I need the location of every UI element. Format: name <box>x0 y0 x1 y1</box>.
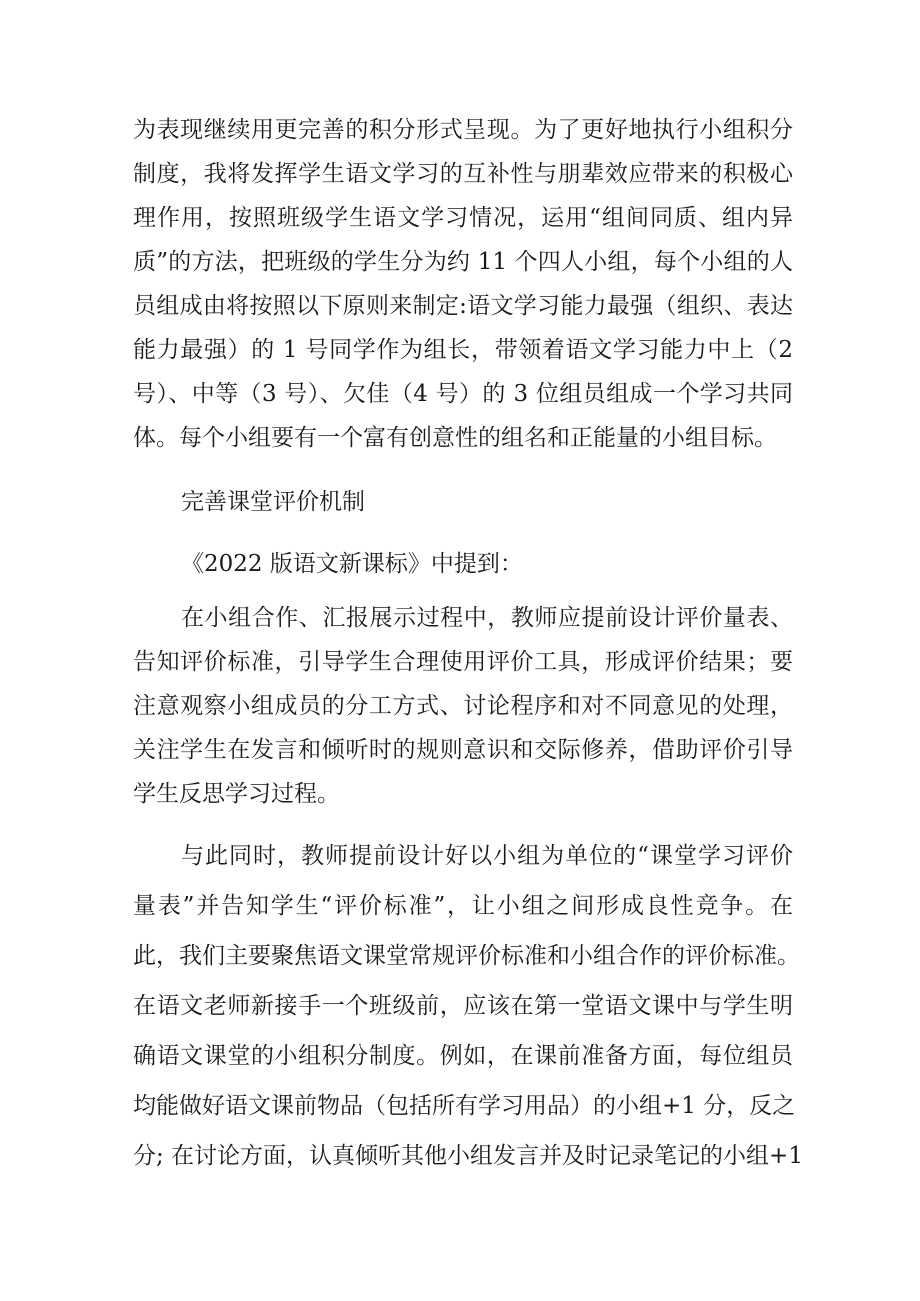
quote-source: 《2022 版语文新课标》中提到： <box>181 551 523 577</box>
text-line: 此，我们主要聚焦语文课堂常规评价标准和小组合作的评价标准。 <box>133 943 800 969</box>
text-line: 告知评价标准，引导学生合理使用评价工具，形成评价结果；要 <box>133 649 793 675</box>
text-line: 号）、中等（3 号）、欠佳（4 号）的 3 位组员组成一个学习共同 <box>133 381 793 407</box>
text-line: 与此同时，教师提前设计好以小组为单位的“课堂学习评价 <box>181 843 793 869</box>
text-line: 理作用，按照班级学生语文学习情况，运用“组间同质、组内异 <box>133 205 793 231</box>
text-line: 量表”并告知学生“评价标准”，让小组之间形成良性竞争。在 <box>133 893 793 919</box>
section-heading: 完善课堂评价机制 <box>181 489 365 515</box>
text-line: 员组成由将按照以下原则来制定:语文学习能力最强（组织、表达 <box>133 293 793 319</box>
text-line: 确语文课堂的小组积分制度。例如，在课前准备方面，每位组员 <box>133 1043 793 1069</box>
text-line: 关注学生在发言和倾听时的规则意识和交际修养，借助评价引导 <box>133 737 793 763</box>
text-line: 为表现继续用更完善的积分形式呈现。为了更好地执行小组积分 <box>133 117 793 143</box>
text-line: 分; 在讨论方面，认真倾听其他小组发言并及时记录笔记的小组+1 <box>133 1143 803 1169</box>
text-line: 在小组合作、汇报展示过程中，教师应提前设计评价量表、 <box>181 605 793 631</box>
text-line: 制度，我将发挥学生语文学习的互补性与朋辈效应带来的积极心 <box>133 161 793 187</box>
text-line: 能力最强）的 1 号同学作为组长，带领着语文学习能力中上（2 <box>133 337 793 363</box>
text-line: 学生反思学习过程。 <box>133 781 340 807</box>
text-line: 质”的方法，把班级的学生分为约 11 个四人小组，每个小组的人 <box>133 249 793 275</box>
text-line: 注意观察小组成员的分工方式、讨论程序和对不同意见的处理， <box>133 693 793 719</box>
text-line: 在语文老师新接手一个班级前，应该在第一堂语文课中与学生明 <box>133 993 793 1019</box>
text-line: 体。每个小组要有一个富有创意性的组名和正能量的小组目标。 <box>133 425 777 451</box>
text-line: 均能做好语文课前物品（包括所有学习用品）的小组+1 分，反之 <box>133 1093 796 1119</box>
